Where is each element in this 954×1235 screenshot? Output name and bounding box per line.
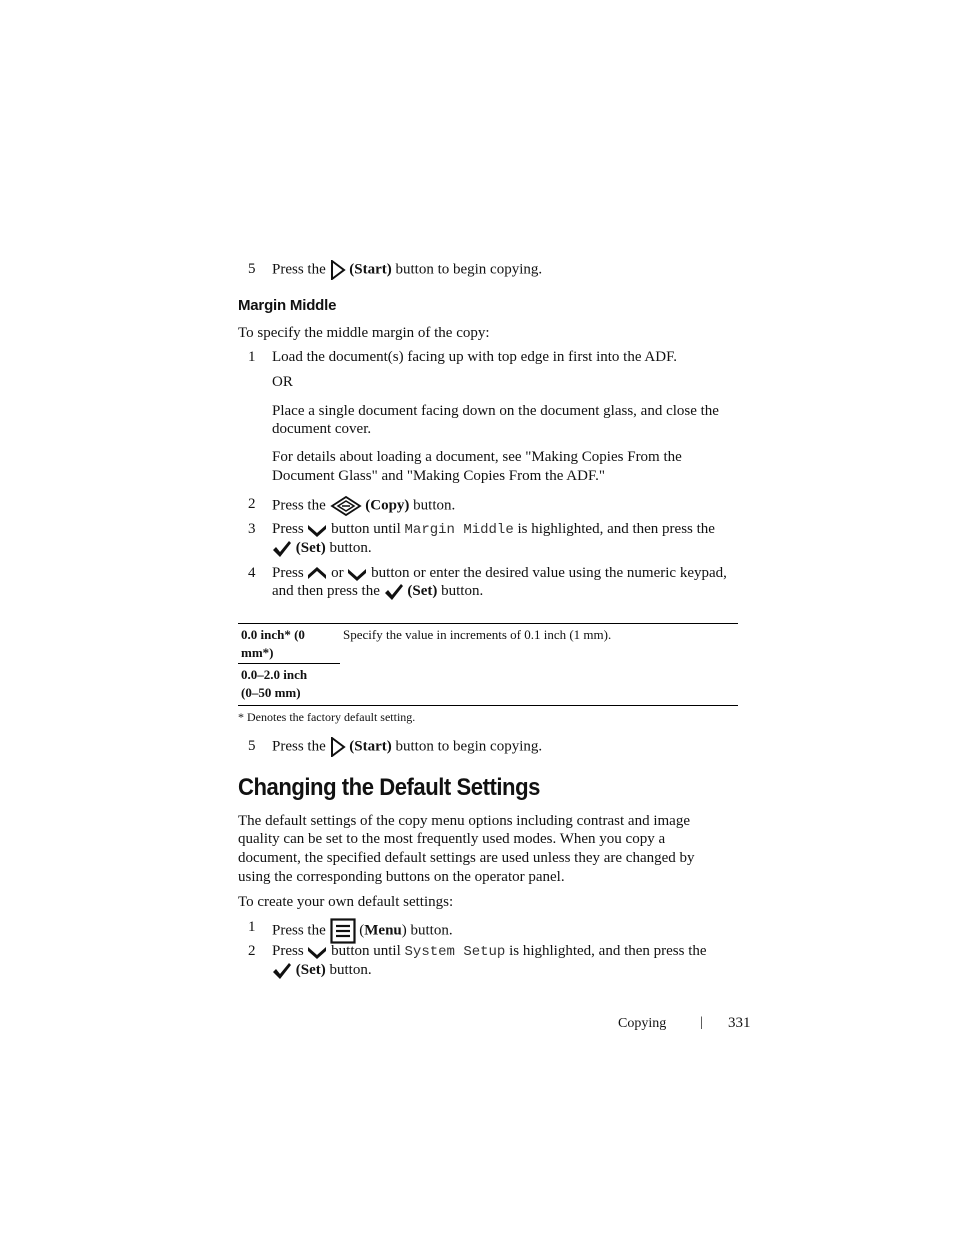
step-text-pre: Press [272, 565, 304, 581]
table-label-line: 0.0–2.0 inch [241, 667, 308, 682]
section-heading: Changing the Default Settings [238, 774, 540, 801]
step-alt-line: Place a single document facing down on the document glass, and close the [272, 403, 719, 419]
step-text-or: or [331, 565, 344, 581]
table-top-rule [238, 623, 738, 624]
step-detail-line: For details about loading a document, see "Making Copies From the [272, 449, 682, 465]
step-text-post: button. [329, 540, 372, 556]
step-text-post: button. [441, 583, 484, 599]
step-detail-line: Document Glass" and "Making Copies From the ADF." [272, 468, 605, 484]
copy-button-label: (Copy) [365, 497, 410, 514]
step-text-pre: Press the [272, 261, 326, 278]
menu-item-name: System Setup [404, 944, 506, 960]
section-intro: To create your own default settings: [238, 894, 454, 910]
step-text [272, 520, 715, 540]
start-button-label: (Start) [349, 261, 392, 278]
set-button-label: (Set) [295, 540, 326, 556]
check-icon [272, 962, 292, 980]
section-title: Margin Middle [238, 297, 337, 314]
table-bottom-rule [238, 705, 738, 706]
paragraph-line: document, the specified default settings are used unless they are changed by [238, 850, 695, 866]
down-arrow-icon [307, 522, 327, 538]
table-row-description: Specify the value in increments of 0.1 inch (1 mm). [343, 627, 612, 642]
menu-item-name: Margin Middle [404, 522, 514, 538]
step-number: 2 [248, 943, 256, 959]
start-icon [330, 737, 346, 757]
start-button-label: (Start) [349, 738, 392, 755]
table-row-label [241, 666, 307, 702]
check-icon [384, 583, 404, 601]
step-number: 5 [248, 738, 256, 754]
step-number: 1 [248, 919, 256, 935]
step-text [272, 495, 455, 517]
footer-chapter: Copying [618, 1016, 667, 1031]
down-arrow-icon [347, 566, 367, 582]
step-text-pre: Press the [272, 497, 326, 514]
step-text-mid: button until [331, 943, 401, 959]
step-text-line2 [272, 582, 483, 601]
step-text-post: button or enter the desired value using the numeric keypad, [371, 565, 727, 581]
set-button-label: (Set) [295, 962, 326, 978]
step-text-mid: button until [331, 521, 401, 537]
step-text [272, 260, 542, 280]
start-icon [330, 260, 346, 280]
step-text [272, 564, 727, 583]
step-number: 4 [248, 565, 256, 581]
menu-icon [330, 918, 356, 944]
step-text-post: button to begin copying. [395, 738, 543, 755]
step-text-pre: Press the [272, 738, 326, 755]
step-or: OR [272, 374, 293, 390]
paragraph-line: The default settings of the copy menu options including contrast and image [238, 813, 690, 829]
step-text-post: button. [413, 497, 456, 514]
step-text-post: button. [410, 922, 453, 939]
step-text-line2 [272, 539, 372, 558]
step-number: 1 [248, 349, 256, 365]
step-text: Load the document(s) facing up with top edge in first into the ADF. [272, 349, 677, 365]
step-number: 5 [248, 261, 256, 277]
paragraph-line: using the corresponding buttons on the operator panel. [238, 869, 565, 885]
step-text-post: button to begin copying. [395, 261, 543, 278]
down-arrow-icon [307, 944, 327, 960]
step-alt-line: document cover. [272, 421, 372, 437]
step-text-post: is highlighted, and then press the [509, 943, 707, 959]
footer-separator: | [700, 1015, 703, 1030]
step-number: 2 [248, 496, 256, 512]
step-text-post: button. [329, 962, 372, 978]
paragraph-line: quality can be set to the most frequently used modes. When you copy a [238, 831, 666, 847]
step-text-pre: Press [272, 521, 304, 537]
step-text-line2 [272, 961, 372, 980]
table-row-divider [238, 663, 340, 664]
section-intro: To specify the middle margin of the copy: [238, 325, 490, 341]
step-text-pre: and then press the [272, 583, 380, 599]
step-text-pre: Press [272, 943, 304, 959]
menu-button-label: Menu [364, 922, 402, 939]
set-button-label: (Set) [407, 583, 438, 599]
check-icon [272, 540, 292, 558]
table-row-label [241, 626, 305, 662]
table-label-line: 0.0 inch* (0 [241, 627, 305, 642]
table-label-line: mm*) [241, 645, 274, 660]
step-text [272, 737, 542, 757]
page-number: 331 [728, 1015, 751, 1031]
step-text-post: is highlighted, and then press the [517, 521, 715, 537]
table-footnote: * Denotes the factory default setting. [238, 710, 416, 724]
step-text [272, 942, 707, 962]
up-arrow-icon [307, 566, 327, 582]
table-label-line: (0–50 mm) [241, 685, 301, 700]
step-text-pre: Press the [272, 922, 326, 939]
step-text: Press the (Menu) button. [272, 918, 453, 944]
step-number: 3 [248, 521, 256, 537]
copy-icon [330, 495, 362, 517]
